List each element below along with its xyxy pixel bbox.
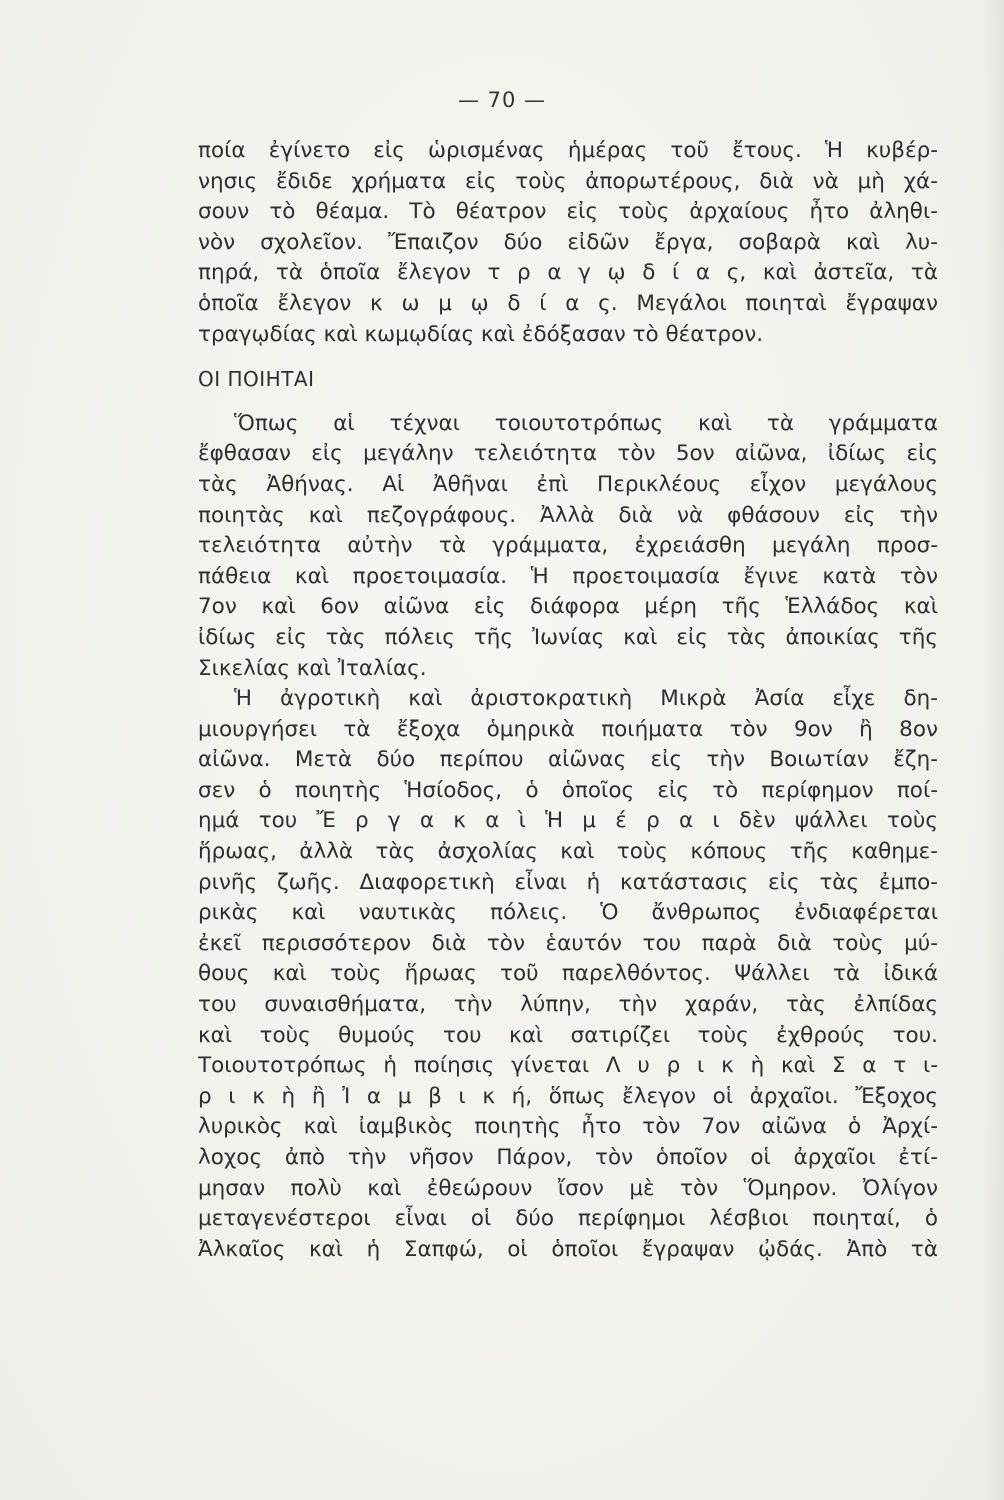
text-line: σουν τὸ θέαμα. Τὸ θέατρον εἰς τοὺς ἀρχαίους ἦτο ἀληθι- <box>198 199 938 225</box>
text-line: σεν ὁ ποιητὴς Ἡσίοδος, ὁ ὁποῖος εἰς τὸ περίφημον ποί- <box>198 777 938 803</box>
text-line: καὶ τοὺς θυμούς του καὶ σατιρίζει τοὺς ἐχθρούς του. <box>198 1022 938 1048</box>
text-line: νησις ἔδιδε χρήματα εἰς τοὺς ἀπορωτέρους, διὰ νὰ μὴ χά- <box>198 168 938 194</box>
text-line: λυρικὸς καὶ ἰαμβικὸς ποιητὴς ἦτο τὸν 7ον αἰῶνα ὁ Ἀρχί- <box>198 1114 938 1140</box>
text-line: ποία ἐγίνετο εἰς ὡρισμένας ἡμέρας τοῦ ἔτους. Ἡ κυβέρ- <box>198 138 938 163</box>
text-line: Ὅπως αἱ τέχναι τοιουτοτρόπως καὶ τὰ γράμματα <box>234 410 938 436</box>
text-line: τραγῳδίας καὶ κωμῳδίας καὶ ἐδόξασαν τὸ θέατρον. <box>198 321 764 347</box>
text-line: ρινῆς ζωῆς. Διαφορετικὴ εἶναι ἡ κατάστασις εἰς τὰς ἐμπο- <box>198 869 938 895</box>
paragraph-2 <box>198 409 938 684</box>
text-line: λοχος ἀπὸ τὴν νῆσον Πάρον, τὸν ὁποῖον οἱ ἀρχαῖοι ἐτί- <box>198 1145 938 1170</box>
text-block <box>198 136 938 1265</box>
text-line: ἐκεῖ περισσότερον διὰ τὸν ἑαυτόν του παρὰ διὰ τοὺς μύ- <box>198 930 938 956</box>
text-line: Ἀλκαῖος καὶ ἡ Σαπφώ, οἱ ὁποῖοι ἔγραψαν ᾠδάς. Ἀπὸ τὰ <box>198 1236 938 1262</box>
text-line: αἰῶνα. Μετὰ δύο περίπου αἰῶνας εἰς τὴν Βοιωτίαν ἔζη- <box>198 747 938 773</box>
text-line: μησαν πολὺ καὶ ἐθεώρουν ἴσον μὲ τὸν Ὅμηρον. Ὀλίγον <box>198 1175 938 1201</box>
text-line: 7ον καὶ 6ον αἰῶνα εἰς διάφορα μέρη τῆς Ἑλλάδος καὶ <box>198 594 938 620</box>
text-line: ἰδίως εἰς τὰς πόλεις τῆς Ἰωνίας καὶ εἰς τὰς ἀποικίας τῆς <box>198 624 938 650</box>
text-line: θους καὶ τοὺς ἥρωας τοῦ παρελθόντος. Ψάλλει τὰ ἰδικά <box>198 961 938 987</box>
text-line: του συναισθήματα, τὴν λύπην, τὴν χαράν, τὰς ἐλπίδας <box>198 992 938 1018</box>
text-line: πηρά, τὰ ὁποῖα ἔλεγον τ ρ α γ ῳ δ ί α ς, καὶ ἀστεῖα, τὰ <box>198 260 938 286</box>
text-line: Σικελίας καὶ Ἰταλίας. <box>198 655 427 681</box>
text-line: ημά του Ἔ ρ γ α κ α ὶ Ἡ μ έ ρ α ι δὲν ψάλλει τοὺς <box>198 808 938 834</box>
text-line: πάθεια καὶ προετοιμασία. Ἡ προετοιμασία ἔγινε κατὰ τὸν <box>198 563 938 589</box>
text-line: Ἡ ἀγροτικὴ καὶ ἀριστοκρατικὴ Μικρὰ Ἀσία εἶχε δη- <box>234 686 938 712</box>
text-line: μιουργήσει τὰ ἔξοχα ὁμηρικὰ ποιήματα τὸν 9ον ἢ 8ον <box>198 716 938 742</box>
binding-shadow <box>982 0 1004 1500</box>
paragraph-1 <box>198 136 938 350</box>
text-line: ποιητὰς καὶ πεζογράφους. Ἀλλὰ διὰ νὰ φθάσουν εἰς τὴν <box>198 502 938 528</box>
page-number: — 70 — <box>457 88 547 112</box>
text-line: ὁποῖα ἔλεγον κ ω μ ῳ δ ί α ς. Μεγάλοι ποιηταὶ ἔγραψαν <box>198 290 938 316</box>
text-line: τελειότητα αὐτὴν τὰ γράμματα, ἐχρειάσθη μεγάλη προσ- <box>198 533 938 559</box>
text-line: μεταγενέστεροι εἶναι οἱ δύο περίφημοι λέσβιοι ποιηταί, ὁ <box>198 1206 938 1232</box>
text-line: ρ ι κ ὴ ἢ Ἰ α μ β ι κ ή, ὅπως ἔλεγον οἱ ἀρχαῖοι. Ἔξοχος <box>198 1083 938 1109</box>
paragraph-3 <box>198 684 938 1265</box>
text-line: τὰς Ἀθήνας. Αἱ Ἀθῆναι ἐπὶ Περικλέους εἶχον μεγάλους <box>198 471 938 497</box>
text-line: ρικὰς καὶ ναυτικὰς πόλεις. Ὁ ἄνθρωπος ἐνδιαφέρεται <box>198 900 938 926</box>
section-heading: ΟΙ ΠΟΙΗΤΑΙ <box>198 367 315 392</box>
text-line: νὸν σχολεῖον. Ἔπαιζον δύο εἰδῶν ἔργα, σοβαρὰ καὶ λυ- <box>198 229 938 255</box>
text-line: ἔφθασαν εἰς μεγάλην τελειότητα τὸν 5ον αἰῶνα, ἰδίως εἰς <box>198 441 938 467</box>
text-line: ἥρωας, ἀλλὰ τὰς ἀσχολίας καὶ τοὺς κόπους τῆς καθημε- <box>198 839 938 865</box>
text-line: Τοιουτοτρόπως ἡ ποίησις γίνεται Λ υ ρ ι κ ὴ καὶ Σ α τ ι- <box>198 1053 938 1079</box>
